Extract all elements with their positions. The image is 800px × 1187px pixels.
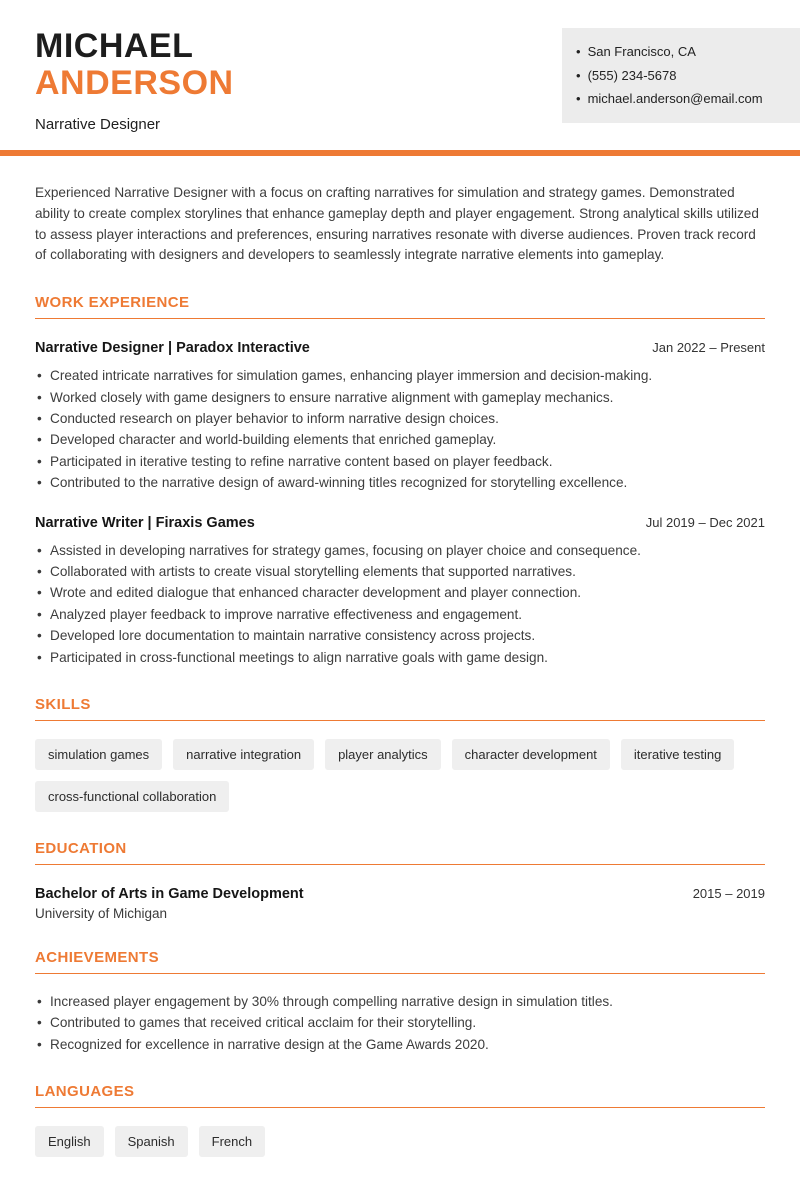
accent-divider xyxy=(0,150,800,156)
contact-list xyxy=(576,40,784,111)
bullet-item: • Contributed to the narrative design of award-winning titles recognized for storytelling excellence. xyxy=(35,472,765,493)
bullet-item: • Contributed to games that received critical acclaim for their storytelling. xyxy=(35,1012,765,1033)
language-tag: French xyxy=(199,1126,265,1157)
last-name: ANDERSON xyxy=(35,64,234,102)
section-skills xyxy=(35,696,765,812)
section-heading-skills: SKILLS xyxy=(35,696,765,721)
section-languages xyxy=(35,1083,765,1157)
skills-tag-list xyxy=(35,739,765,812)
languages-tag-list xyxy=(35,1126,765,1157)
bullet-icon: • xyxy=(576,67,581,83)
degree-title: Bachelor of Arts in Game Development xyxy=(35,886,304,903)
job-header-row xyxy=(35,340,765,356)
summary-paragraph: Experienced Narrative Designer with a focus on crafting narratives for simulation and strategy games. Demonstrated ability to create complex storylines that enhance gameplay depth and player engagement. Strong analytical skills utilized to assess player interactions and preferences, ensuring narratives resonate with diverse audiences. Proven track record of collaborating with designers and developers to seamlessly integrate narrative elements into gameplay. xyxy=(35,185,759,263)
job-title: Narrative Designer xyxy=(35,116,161,133)
section-work-experience xyxy=(35,294,765,668)
bullet-item: • Created intricate narratives for simulation games, enhancing player immersion and decision-making. xyxy=(35,365,765,386)
bullet-item: • Increased player engagement by 30% through compelling narrative design in simulation titles. xyxy=(35,991,765,1012)
section-heading-achievements: ACHIEVEMENTS xyxy=(35,949,765,974)
section-achievements xyxy=(35,949,765,1055)
job-entry xyxy=(35,340,765,493)
job-dates: Jul 2019 – Dec 2021 xyxy=(645,514,765,530)
section-heading-languages: LANGUAGES xyxy=(35,1083,765,1108)
bullet-item: • Recognized for excellence in narrative design at the Game Awards 2020. xyxy=(35,1034,765,1055)
bullet-icon: • xyxy=(576,44,581,59)
job-bullet-list xyxy=(35,540,765,668)
job-entry xyxy=(35,515,765,668)
contact-location-text: San Francisco, CA xyxy=(587,44,696,59)
bullet-item: • Worked closely with game designers to ensure narrative alignment with gameplay mechanics. xyxy=(35,387,765,408)
skill-tag: simulation games xyxy=(35,739,162,770)
bullet-item: • Analyzed player feedback to improve narrative effectiveness and engagement. xyxy=(35,604,765,625)
skill-tag: iterative testing xyxy=(621,739,734,770)
bullet-item: • Assisted in developing narratives for strategy games, focusing on player choice and consequence. xyxy=(35,540,765,561)
contact-email xyxy=(576,87,784,111)
education-entry xyxy=(35,886,765,921)
identity-block xyxy=(35,28,234,133)
job-header-row xyxy=(35,515,765,531)
bullet-icon: • xyxy=(576,91,581,106)
education-header-row xyxy=(35,886,765,902)
name xyxy=(35,28,234,102)
contact-location xyxy=(576,40,784,64)
bullet-item: • Participated in iterative testing to refine narrative content based on player feedback. xyxy=(35,451,765,472)
bullet-item: • Wrote and edited dialogue that enhanced character development and player connection. xyxy=(35,582,765,603)
job-title-company: Narrative Designer | Paradox Interactive xyxy=(35,340,310,357)
bullet-item: • Developed character and world-building elements that enriched gameplay. xyxy=(35,429,765,450)
skill-tag: character development xyxy=(452,739,610,770)
job-dates: Jan 2022 – Present xyxy=(652,340,765,356)
achievements-list xyxy=(35,991,765,1055)
skill-tag: player analytics xyxy=(325,739,441,770)
contact-email-text: michael.anderson@email.com xyxy=(587,91,763,106)
contact-phone xyxy=(576,64,784,88)
bullet-item: • Participated in cross-functional meetings to align narrative goals with game design. xyxy=(35,647,765,668)
skill-tag: narrative integration xyxy=(173,739,314,770)
contact-phone-text: (555) 234-5678 xyxy=(587,67,677,83)
bullet-item: • Developed lore documentation to maintain narrative consistency across projects. xyxy=(35,625,765,646)
resume-body xyxy=(0,183,800,1187)
contact-card xyxy=(562,28,800,123)
language-tag: English xyxy=(35,1126,104,1157)
education-dates: 2015 – 2019 xyxy=(692,886,765,902)
skill-tag: cross-functional collaboration xyxy=(35,781,229,812)
section-heading-education: EDUCATION xyxy=(35,840,765,865)
section-heading-work: WORK EXPERIENCE xyxy=(35,294,765,319)
job-title-company: Narrative Writer | Firaxis Games xyxy=(35,514,255,531)
section-education xyxy=(35,840,765,921)
school-name: University of Michigan xyxy=(35,906,168,922)
bullet-item: • Collaborated with artists to create visual storytelling elements that supported narratives. xyxy=(35,561,765,582)
bullet-item: • Conducted research on player behavior to inform narrative design choices. xyxy=(35,408,765,429)
language-tag: Spanish xyxy=(115,1126,188,1157)
header xyxy=(0,0,800,133)
job-bullet-list xyxy=(35,365,765,493)
first-name: MICHAEL xyxy=(35,27,194,65)
